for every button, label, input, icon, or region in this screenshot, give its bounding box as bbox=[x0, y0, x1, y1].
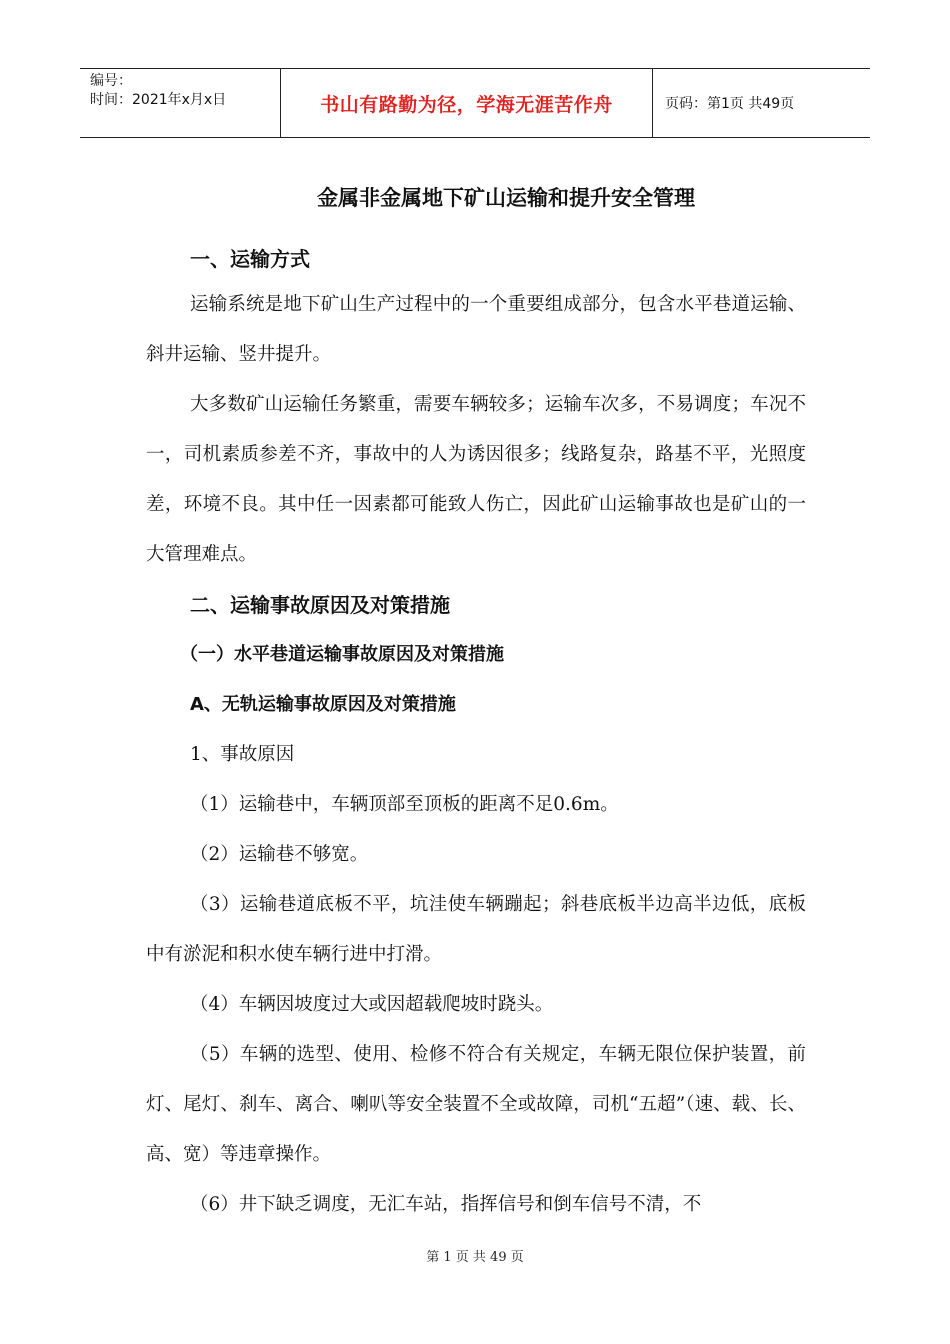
list-item: （4）车辆因坡度过大或因超载爬坡时跷头。 bbox=[190, 994, 554, 1015]
subsection-heading-a: A、无轨运输事故原因及对策措施 bbox=[190, 694, 456, 715]
document-header bbox=[80, 68, 870, 138]
section-heading-2: 二、运输事故原因及对策措施 bbox=[190, 593, 450, 617]
document-title: 金属非金属地下矿山运输和提升安全管理 bbox=[317, 186, 695, 210]
list-item: （3）运输巷道底板不平，坑洼使车辆蹦起；斜巷底板半边高半边低，底板中有淤泥和积水使车辆行进中打滑。 bbox=[146, 894, 806, 965]
page-footer: 第 1 页 共 49 页 bbox=[426, 1250, 524, 1265]
header-meta bbox=[80, 69, 281, 137]
list-item: （5）车辆的选型、使用、检修不符合有关规定，车辆无限位保护装置，前灯、尾灯、刹车、离合、喇叭等安全装置不全或故障，司机“五超”（速、载、长、高、宽）等违章操作。 bbox=[146, 1044, 806, 1165]
header-motto: 书山有路勤为径，学海无涯苦作舟 bbox=[281, 69, 653, 137]
paragraph: 运输系统是地下矿山生产过程中的一个重要组成部分，包含水平巷道运输、斜井运输、竖井提升。 bbox=[146, 294, 806, 365]
paragraph: 大多数矿山运输任务繁重，需要车辆较多；运输车次多，不易调度；车况不一，司机素质参差不齐，事故中的人为诱因很多；线路复杂，路基不平，光照度差，环境不良。其中任一因素都可能致人伤亡，因此矿山运输事故也是矿山的一大管理难点。 bbox=[146, 394, 806, 565]
list-item: （1）运输巷中，车辆顶部至顶板的距离不足0.6m。 bbox=[190, 794, 619, 815]
number-label: 编号： bbox=[90, 73, 132, 89]
time-label: 时间：2021年x月x日 bbox=[90, 92, 227, 108]
item-heading: 1、事故原因 bbox=[190, 744, 295, 765]
section-heading-1: 一、运输方式 bbox=[190, 247, 310, 271]
list-item: （2）运输巷不够宽。 bbox=[190, 844, 369, 865]
document-body bbox=[146, 176, 806, 1230]
header-page-info: 页码：第1页 共49页 bbox=[665, 96, 795, 112]
subsection-heading: （一）水平巷道运输事故原因及对策措施 bbox=[180, 644, 504, 665]
list-item: （6）井下缺乏调度，无汇车站，指挥信号和倒车信号不清，不 bbox=[190, 1194, 702, 1215]
